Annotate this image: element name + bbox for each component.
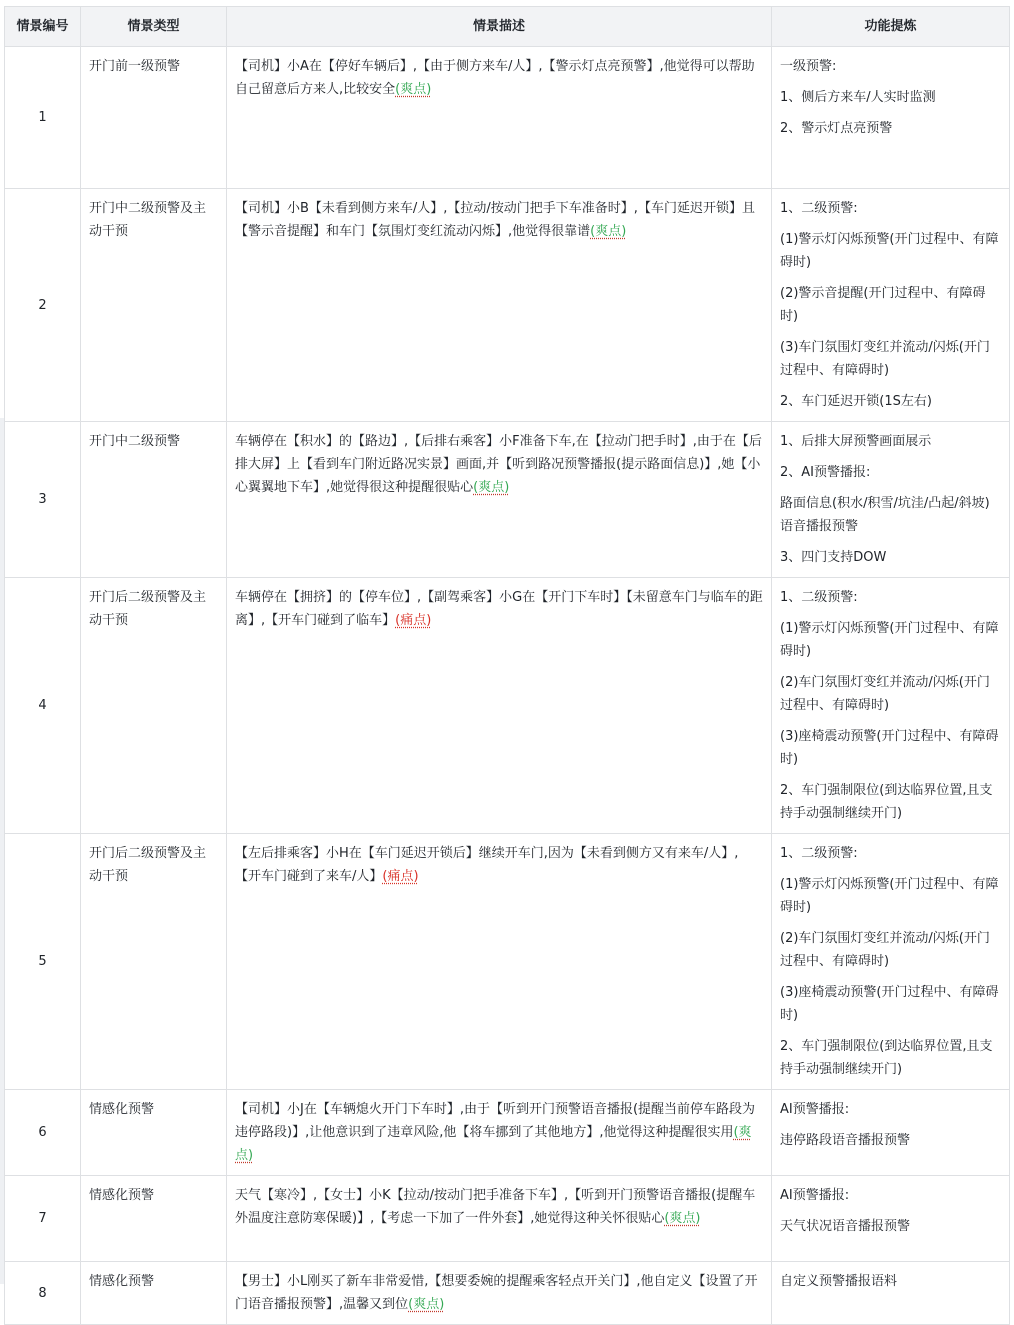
cell-features [772, 1090, 1010, 1176]
cell-description [227, 1262, 772, 1325]
feature-line: AI预警播报: [780, 1188, 850, 1203]
cell-number: 3 [5, 422, 81, 578]
feature-line: (1)警示灯闪烁预警(开门过程中、有障碍时) [780, 877, 999, 915]
cell-number: 8 [5, 1262, 81, 1325]
feature-line: (3)座椅震动预警(开门过程中、有障碍时) [780, 729, 999, 767]
table-row [5, 189, 1010, 422]
header-cell-number: 情景编号 [5, 7, 81, 47]
feature-line: 1、二级预警: [780, 590, 858, 605]
feature-line: 自定义预警播报语料 [780, 1274, 898, 1289]
cell-description [227, 1090, 772, 1176]
feature-line: (2)车门氛围灯变红并流动/闪烁(开门过程中、有障碍时) [780, 675, 990, 713]
point-tag: (爽点) [664, 1211, 701, 1226]
feature-line: (2)警示音提醒(开门过程中、有障碍时) [780, 286, 986, 324]
table-row [5, 1176, 1010, 1262]
table-row [5, 1090, 1010, 1176]
cell-type: 开门前一级预警 [81, 47, 227, 189]
cell-description [227, 578, 772, 834]
feature-line: 2、车门强制限位(到达临界位置,且支持手动强制继续开门) [780, 1039, 993, 1077]
point-tag: (爽点) [235, 1125, 752, 1163]
header-cell-features: 功能提炼 [772, 7, 1010, 47]
cell-description [227, 189, 772, 422]
cell-type: 开门中二级预警及主动干预 [81, 189, 227, 422]
cell-features [772, 189, 1010, 422]
scenario-table [4, 6, 1010, 1325]
cell-type: 开门中二级预警 [81, 422, 227, 578]
table-row [5, 834, 1010, 1090]
point-tag: (痛点) [395, 613, 432, 628]
feature-line: (3)座椅震动预警(开门过程中、有障碍时) [780, 985, 999, 1023]
cell-number: 4 [5, 578, 81, 834]
description-text: 车辆停在【拥挤】的【停车位】,【副驾乘客】小G在【开门下车时】【未留意车门与临车的距离】,【开车门碰到了临车】 [235, 590, 763, 628]
cell-type: 开门后二级预警及主动干预 [81, 834, 227, 1090]
feature-line: AI预警播报: [780, 1102, 850, 1117]
table-body [5, 47, 1010, 1325]
feature-line: 2、警示灯点亮预警 [780, 121, 893, 136]
header-row [5, 7, 1010, 47]
feature-line: 1、侧后方来车/人实时监测 [780, 90, 936, 105]
feature-line: 2、车门强制限位(到达临界位置,且支持手动强制继续开门) [780, 783, 993, 821]
feature-line: (2)车门氛围灯变红并流动/闪烁(开门过程中、有障碍时) [780, 931, 990, 969]
cell-description [227, 834, 772, 1090]
point-tag: (爽点) [473, 480, 510, 495]
cell-features [772, 578, 1010, 834]
feature-line: 违停路段语音播报预警 [780, 1133, 911, 1148]
feature-line: 2、AI预警播报: [780, 465, 871, 480]
table-row [5, 422, 1010, 578]
description-text: 【左后排乘客】小H在【车门延迟开锁后】继续开车门,因为【未看到侧方又有来车/人】,【开车门碰到了来车/人】 [235, 846, 739, 884]
feature-line: 天气状况语音播报预警 [780, 1219, 911, 1234]
description-text: 【男士】小L刚买了新车非常爱惜,【想要委婉的提醒乘客轻点开关门】,他自定义【设置了开门语音播报预警】,温馨又到位 [235, 1274, 758, 1312]
description-text: 【司机】小B【未看到侧方来车/人】,【拉动/按动门把手下车准备时】,【车门延迟开锁】且【警示音提醒】和车门【氛围灯变红流动闪烁】,他觉得很靠谱 [235, 201, 755, 239]
cell-type: 情感化预警 [81, 1262, 227, 1325]
feature-line: 一级预警: [780, 59, 837, 74]
point-tag: (痛点) [382, 869, 419, 884]
point-tag: (爽点) [590, 224, 627, 239]
description-text: 【司机】小J在【车辆熄火开门下车时】,由于【听到开门预警语音播报(提醒当前停车路段为违停路段)】,让他意识到了违章风险,他【将车挪到了其他地方】,他觉得这种提醒很实用 [235, 1102, 756, 1140]
cell-type: 情感化预警 [81, 1176, 227, 1262]
cell-features [772, 422, 1010, 578]
feature-line: 路面信息(积水/积雪/坑洼/凸起/斜坡)语音播报预警 [780, 496, 990, 534]
point-tag: (爽点) [395, 82, 432, 97]
point-tag: (爽点) [408, 1297, 445, 1312]
cell-description [227, 47, 772, 189]
feature-line: 2、车门延迟开锁(1S左右) [780, 394, 932, 409]
cell-number: 1 [5, 47, 81, 189]
cell-features [772, 1176, 1010, 1262]
cell-number: 5 [5, 834, 81, 1090]
feature-line: (1)警示灯闪烁预警(开门过程中、有障碍时) [780, 621, 999, 659]
description-text: 车辆停在【积水】的【路边】,【后排右乘客】小F准备下车,在【拉动门把手时】,由于在【后排大屏】上【看到车门附近路况实景】画面,并【听到路况预警播报(提示路面信息)】,她【小心翼翼地下车】,她觉得很这种提醒很贴心 [235, 434, 762, 495]
cell-number: 7 [5, 1176, 81, 1262]
feature-line: 1、后排大屏预警画面展示 [780, 434, 932, 449]
header-cell-type: 情景类型 [81, 7, 227, 47]
table-row [5, 1262, 1010, 1325]
cell-number: 6 [5, 1090, 81, 1176]
feature-line: (1)警示灯闪烁预警(开门过程中、有障碍时) [780, 232, 999, 270]
cell-features [772, 834, 1010, 1090]
feature-line: 1、二级预警: [780, 201, 858, 216]
cell-type: 情感化预警 [81, 1090, 227, 1176]
feature-line: 3、四门支持DOW [780, 550, 887, 565]
feature-line: (3)车门氛围灯变红并流动/闪烁(开门过程中、有障碍时) [780, 340, 990, 378]
cell-description [227, 1176, 772, 1262]
cell-features [772, 1262, 1010, 1325]
cell-description [227, 422, 772, 578]
feature-line: 1、二级预警: [780, 846, 858, 861]
header-cell-description: 情景描述 [227, 7, 772, 47]
description-text: 【司机】小A在【停好车辆后】,【由于侧方来车/人】,【警示灯点亮预警】,他觉得可以帮助自己留意后方来人,比较安全 [235, 59, 755, 97]
cell-features [772, 47, 1010, 189]
table-row [5, 578, 1010, 834]
table-row [5, 47, 1010, 189]
description-text: 天气【寒冷】,【女士】小K【拉动/按动门把手准备下车】,【听到开门预警语音播报(提醒车外温度注意防寒保暖)】,【考虑一下加了一件外套】,她觉得这种关怀很贴心 [235, 1188, 756, 1226]
cell-number: 2 [5, 189, 81, 422]
cell-type: 开门后二级预警及主动干预 [81, 578, 227, 834]
